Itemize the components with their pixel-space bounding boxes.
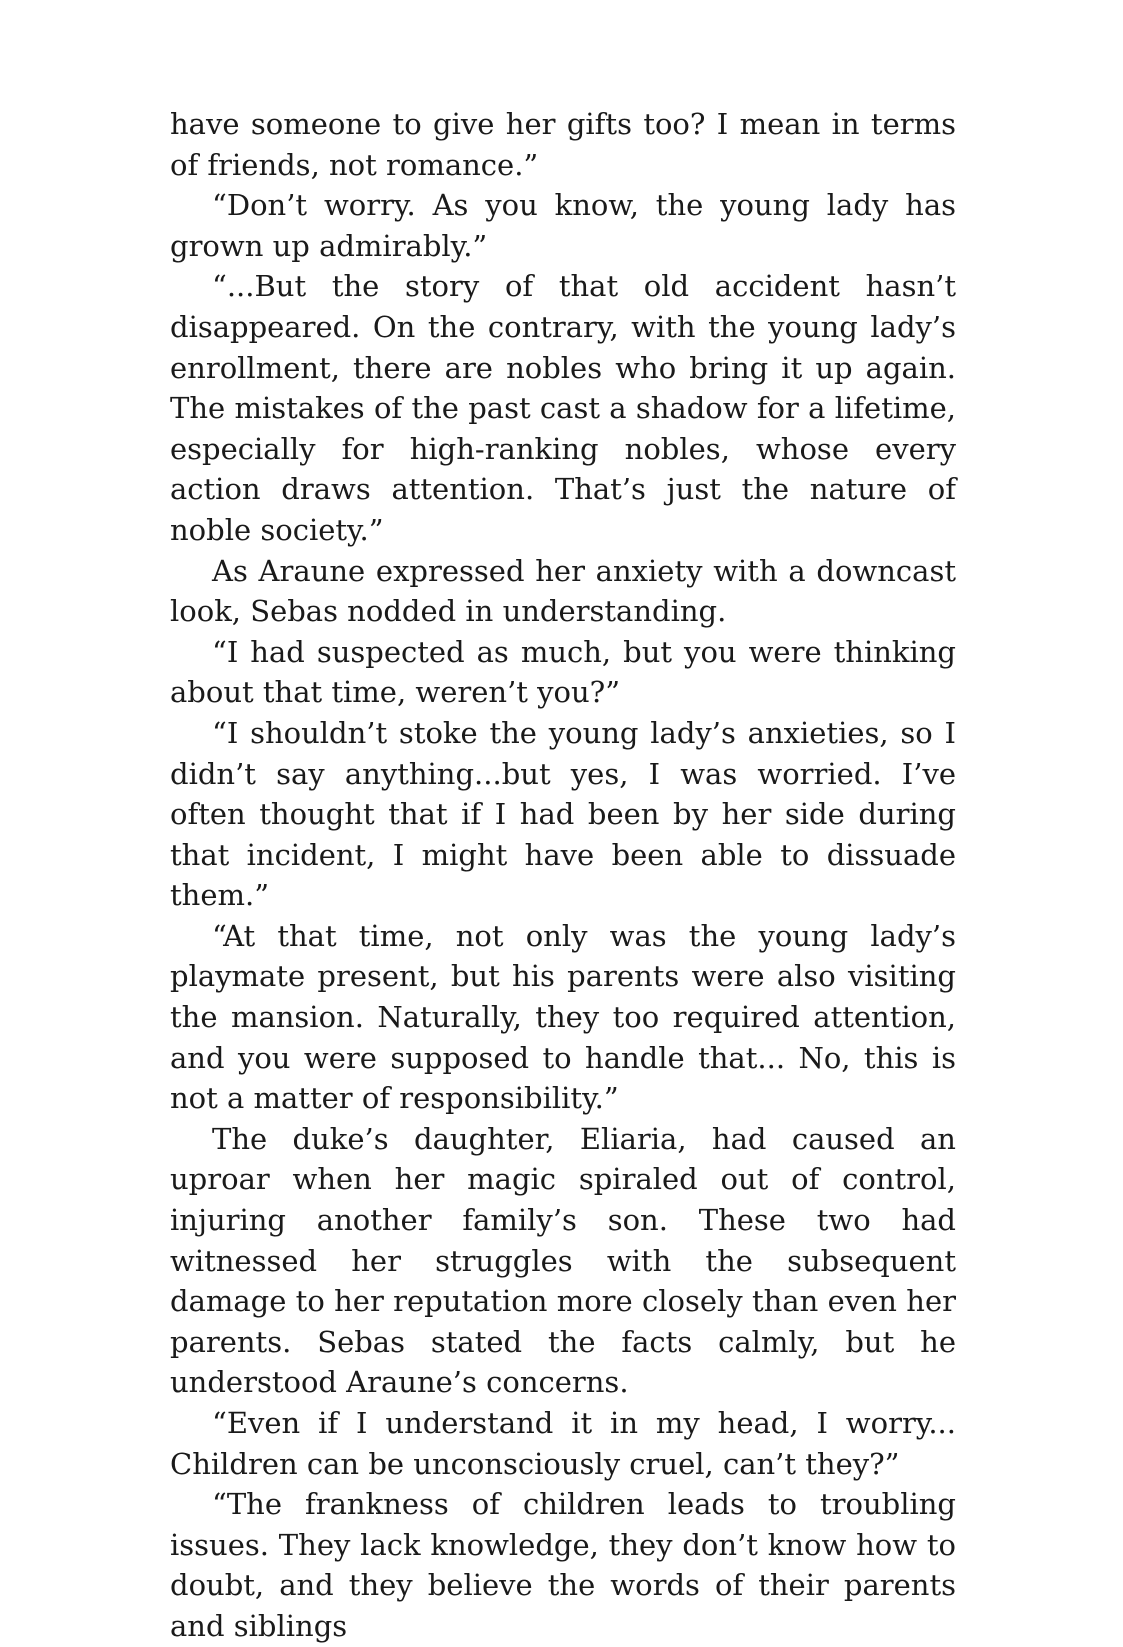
paragraph-2: “Don’t worry. As you know, the young lady has grown up admirably.” — [170, 188, 956, 263]
paragraph-9: “Even if I understand it in my head, I worry... Children can be unconsciously cruel, can’t they?” — [170, 1406, 956, 1481]
book-page — [170, 104, 956, 1647]
paragraph-10: “The frankness of children leads to troubling issues. They lack knowledge, they don’t know how to doubt, and they believe the words of their parents and siblings — [170, 1487, 956, 1643]
paragraph-5: “I had suspected as much, but you were thinking about that time, weren’t you?” — [170, 634, 956, 710]
paragraph-6: “I shouldn’t stoke the young lady’s anxieties, so I didn’t say anything...but yes, I was worried. I’ve often thought that if I had been by her side during that incident, I might have been able to dissuade them.” — [170, 715, 956, 913]
paragraph-8: The duke’s daughter, Eliaria, had caused an uproar when her magic spiraled out of control, injuring another family’s son. These two had witnessed her struggles with the subsequent damage to her reputation more closely than even her parents. Sebas stated the facts calmly, but he understood Araune’s concerns. — [170, 1121, 956, 1400]
paragraph-1: have someone to give her gifts too? I mean in terms of friends, not romance.” — [170, 107, 956, 182]
paragraph-4: As Araune expressed her anxiety with a downcast look, Sebas nodded in understanding. — [170, 553, 956, 629]
paragraph-3: “...But the story of that old accident hasn’t disappeared. On the contrary, with the young lady’s enrollment, there are nobles who bring it up again. The mistakes of the past cast a shadow for a lifetime, especially for high-ranking nobles, whose every action draws attention. That’s just the nature of noble society.” — [170, 269, 956, 547]
paragraph-7: “At that time, not only was the young lady’s playmate present, but his parents were also visiting the mansion. Naturally, they too required attention, and you were supposed to handle that... No, this is not a matter of responsibility.” — [170, 918, 956, 1116]
